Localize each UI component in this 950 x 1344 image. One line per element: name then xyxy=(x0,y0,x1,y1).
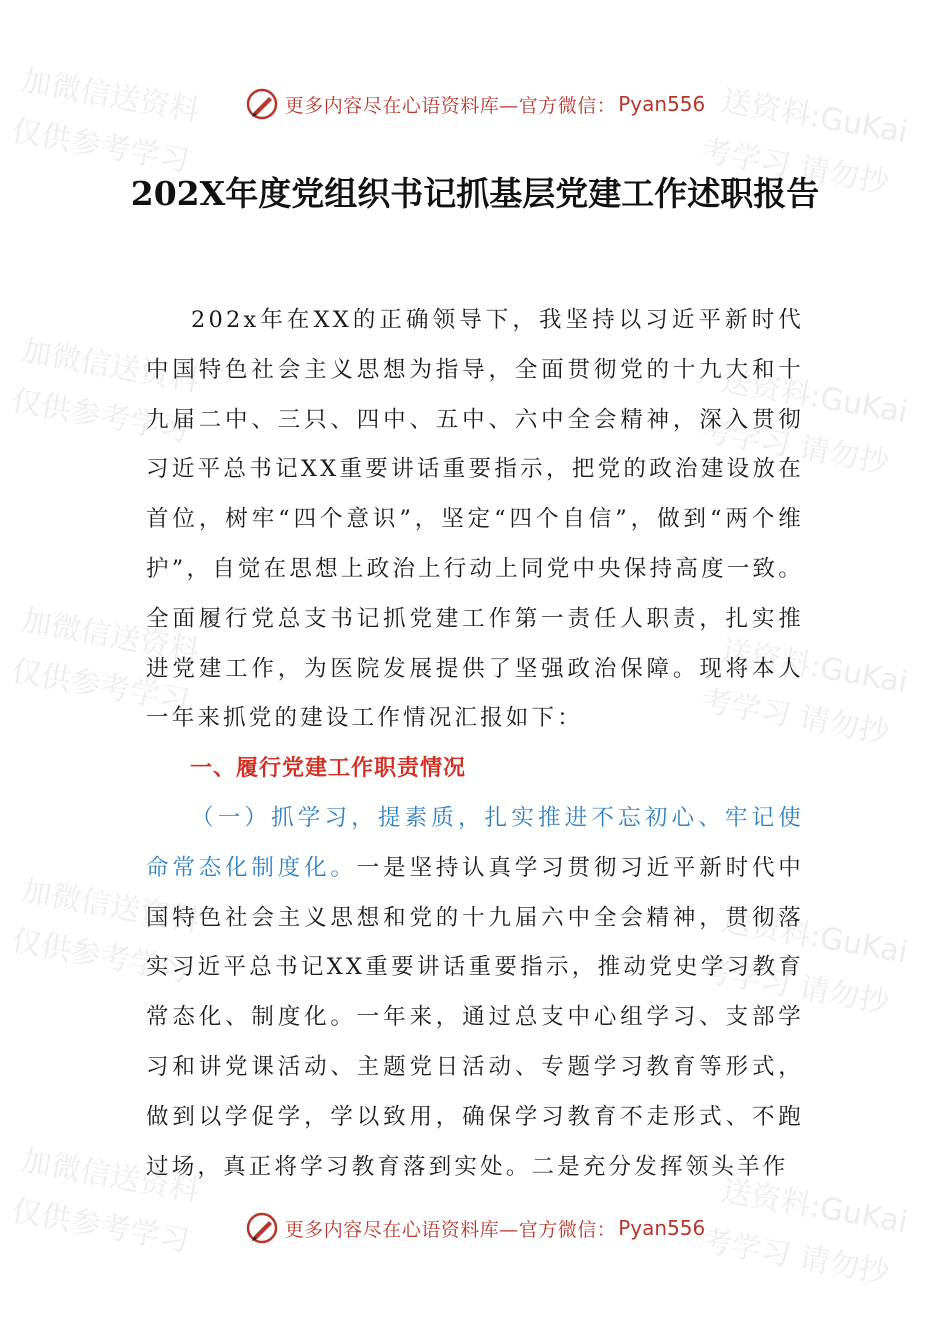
bottom-banner xyxy=(0,1206,950,1250)
svg-text:仅供参考学习: 仅供参考学习 xyxy=(8,113,192,180)
svg-text:送资料:GuKai: 送资料:GuKai xyxy=(718,1173,911,1241)
svg-text:仅供参考学习: 仅供参考学习 xyxy=(8,383,192,450)
top-banner xyxy=(0,82,950,126)
pen-logo-icon xyxy=(245,1211,279,1245)
banner-wechat-id: Pyan556 xyxy=(618,1216,706,1240)
svg-text:加微信送资料: 加微信送资料 xyxy=(18,603,202,670)
svg-text:考学习 请勿抄: 考学习 请勿抄 xyxy=(698,413,892,481)
banner-text: 更多内容尽在心语资料库—官方微信： xyxy=(284,1218,617,1241)
svg-text:仅供参考学习: 仅供参考学习 xyxy=(8,923,192,990)
paragraph-study xyxy=(146,794,804,1192)
svg-text:考学习 请勿抄: 考学习 请勿抄 xyxy=(698,1223,892,1291)
subsection-heading-1: （一）抓学习，提素质，扎实推进不忘初心、牢记使命常态化制度化。 xyxy=(146,804,804,881)
svg-text:加微信送资料: 加微信送资料 xyxy=(18,1143,202,1210)
svg-text:加微信送资料: 加微信送资料 xyxy=(18,333,202,400)
document-body xyxy=(146,296,804,1192)
pen-logo-icon xyxy=(245,87,279,121)
paragraph-study-text: 一是坚持认真学习贯彻习近平新时代中国特色社会主义思想和党的十九届六中全会精神，贯彻落实习近平总书记XX重要讲话重要指示，推动党史学习教育常态化、制度化。一年来，通过总支中心组学习、支部学习和讲党课活动、主题党日活动、专题学习教育等形式，做到以学促学，学以致用，确保学习教育不走形式、不跑过场，真正将学习教育落到实处。二是充分发挥领头羊作 xyxy=(146,854,804,1180)
paragraph-intro: 202x年在XX的正确领导下，我坚持以习近平新时代中国特色社会主义思想为指导，全面贯彻党的十九大和十九届二中、三只、四中、五中、六中全会精神，深入贯彻习近平总书记XX重要讲话重要指示，把党的政治建设放在首位，树牢“四个意识”，坚定“四个自信”，做到“两个维护”，自觉在思想上政治上行动上同党中央保持高度一致。全面履行党总支书记抓党建工作第一责任人职责，扎实推进党建工作，为医院发展提供了坚强政治保障。现将本人一年来抓党的建设工作情况汇报如下： xyxy=(146,307,804,732)
svg-text:仅供参考学习: 仅供参考学习 xyxy=(8,1193,192,1260)
svg-text:考学习 请勿抄: 考学习 请勿抄 xyxy=(698,133,892,201)
svg-text:送资料:GuKai: 送资料:GuKai xyxy=(718,83,911,151)
section-heading-1: 一、履行党建工作职责情况 xyxy=(190,756,467,782)
svg-text:考学习 请勿抄: 考学习 请勿抄 xyxy=(698,683,892,751)
svg-text:仅供参考学习: 仅供参考学习 xyxy=(8,653,192,720)
svg-text:加微信送资料: 加微信送资料 xyxy=(18,63,202,130)
svg-text:送资料:GuKai: 送资料:GuKai xyxy=(718,633,911,701)
banner-text: 更多内容尽在心语资料库—官方微信： xyxy=(284,94,617,117)
svg-text:加微信送资料: 加微信送资料 xyxy=(18,873,202,940)
banner-wechat-id: Pyan556 xyxy=(618,92,706,116)
svg-text:考学习 请勿抄: 考学习 请勿抄 xyxy=(698,953,892,1021)
svg-text:送资料:GuKai: 送资料:GuKai xyxy=(718,903,911,971)
svg-text:送资料:GuKai: 送资料:GuKai xyxy=(718,363,911,431)
document-title: 202X年度党组织书记抓基层党建工作述职报告 xyxy=(130,174,820,213)
